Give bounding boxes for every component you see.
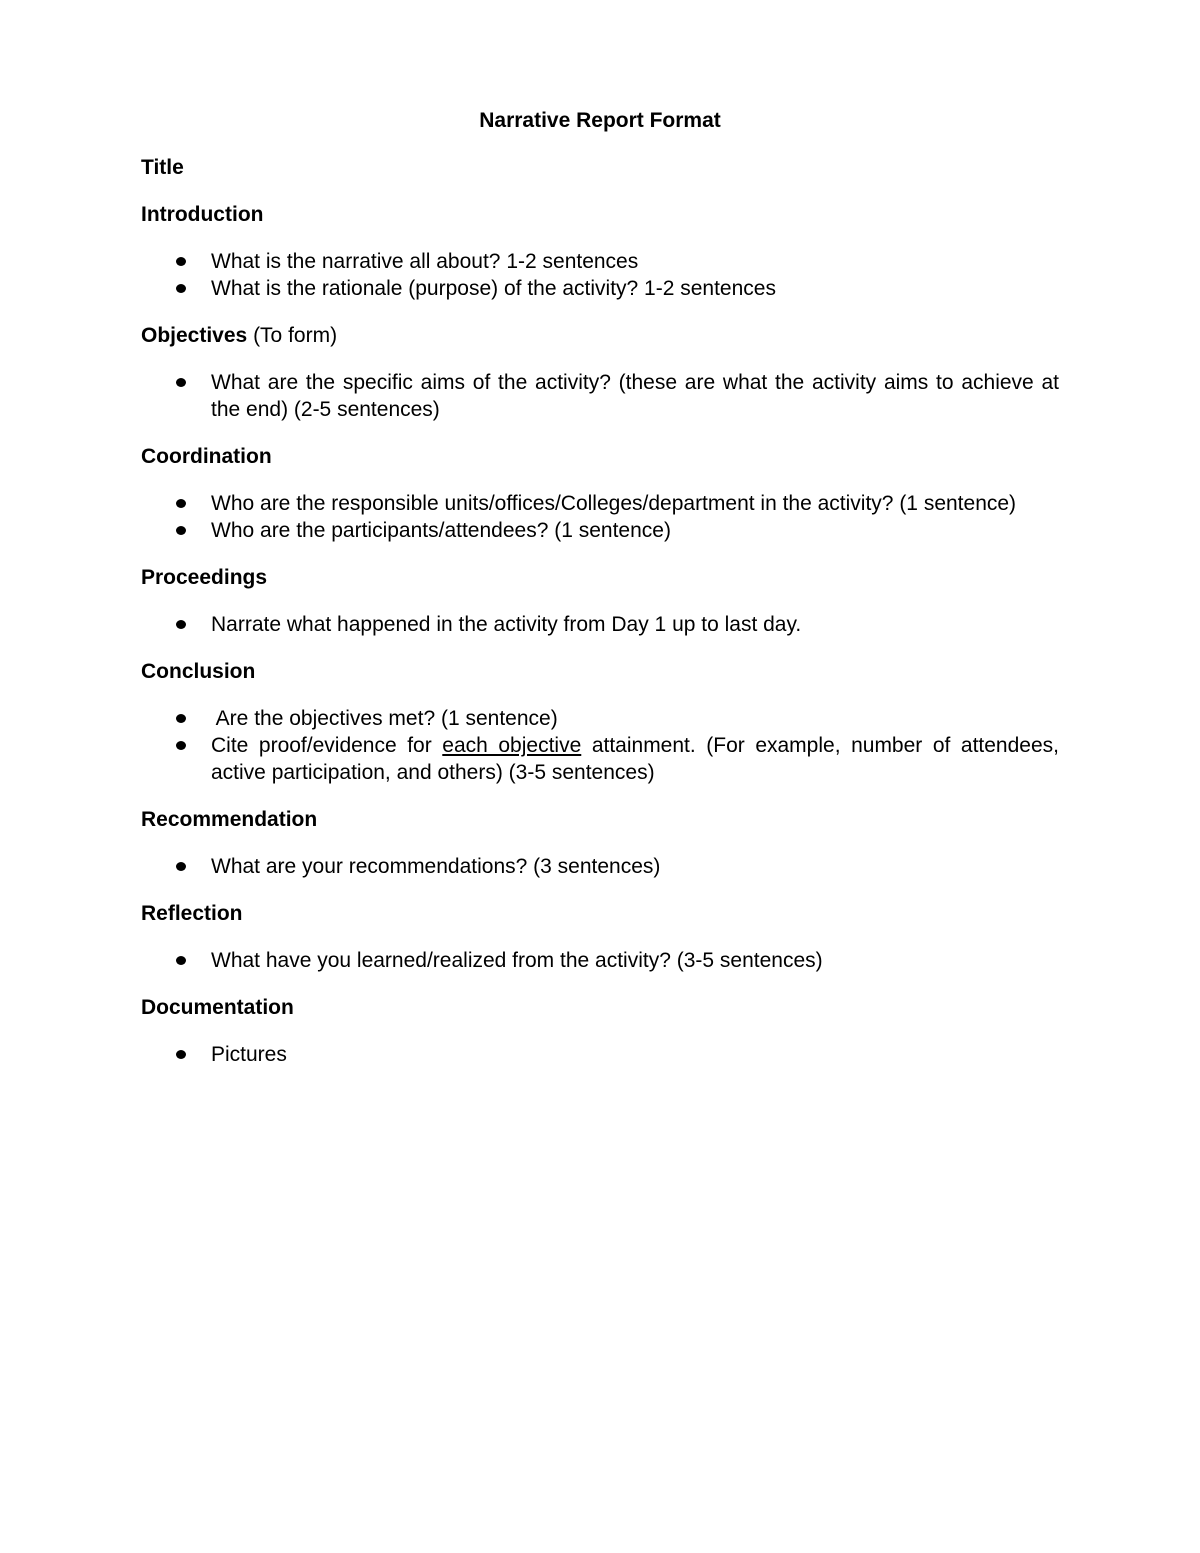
bullet-icon xyxy=(176,620,186,629)
bullet-icon xyxy=(176,499,186,508)
section-heading: Objectives xyxy=(141,324,248,347)
section-objectives xyxy=(141,322,1059,423)
list-item xyxy=(141,369,1059,423)
section-title xyxy=(141,154,1059,181)
bullet-list xyxy=(141,705,1059,786)
list-item-text: Are the objectives met? (1 sentence) xyxy=(211,707,558,730)
list-item-text: What is the narrative all about? 1-2 sentences xyxy=(211,250,639,273)
bullet-icon xyxy=(176,956,186,965)
list-item-text: Who are the participants/attendees? (1 sentence) xyxy=(211,519,671,542)
bullet-icon xyxy=(176,257,186,266)
list-item-text: Pictures xyxy=(211,1043,287,1066)
section-heading-row xyxy=(141,322,1059,349)
list-item xyxy=(141,611,1059,638)
document-body xyxy=(141,154,1059,1088)
bullet-list xyxy=(141,611,1059,638)
list-item xyxy=(141,732,1059,786)
bullet-list xyxy=(141,947,1059,974)
list-item xyxy=(141,490,1059,517)
list-item-text: What are the specific aims of the activity? (these are what the activity aims to achieve at the end) (2-5 sentences) xyxy=(211,371,1059,421)
cite-text-underlined: each objective xyxy=(442,734,582,757)
bullet-list xyxy=(141,1041,1059,1068)
bullet-icon xyxy=(176,714,186,723)
list-item xyxy=(141,947,1059,974)
bullet-icon xyxy=(176,1050,186,1059)
bullet-icon xyxy=(176,378,186,387)
section-heading: Documentation xyxy=(141,996,294,1019)
cite-text-before: Cite proof/evidence for xyxy=(211,734,443,757)
list-item xyxy=(141,248,1059,275)
section-heading: Conclusion xyxy=(141,660,256,683)
section-reflection xyxy=(141,900,1059,974)
list-item xyxy=(141,853,1059,880)
bullet-icon xyxy=(176,284,186,293)
list-item-text: Narrate what happened in the activity from Day 1 up to last day. xyxy=(211,613,802,636)
list-item xyxy=(141,705,1059,732)
list-item-text: What is the rationale (purpose) of the activity? 1-2 sentences xyxy=(211,277,776,300)
list-item xyxy=(141,1041,1059,1068)
document-title: Narrative Report Format xyxy=(479,109,721,132)
section-heading: Introduction xyxy=(141,203,264,226)
section-coordination xyxy=(141,443,1059,544)
section-recommendation xyxy=(141,806,1059,880)
bullet-list xyxy=(141,490,1059,544)
list-item-text: What are your recommendations? (3 sentences) xyxy=(211,855,661,878)
bullet-icon xyxy=(176,526,186,535)
bullet-icon xyxy=(176,741,186,750)
section-heading: Title xyxy=(141,156,184,179)
list-item-text: Who are the responsible units/offices/Colleges/department in the activity? (1 sentence) xyxy=(211,492,1017,515)
section-proceedings xyxy=(141,564,1059,638)
section-documentation xyxy=(141,994,1059,1068)
section-introduction xyxy=(141,201,1059,302)
list-item xyxy=(141,275,1059,302)
cite-text-after: attainment. (For example, number of attendees, active participation, and others) (3-5 sentences) xyxy=(211,734,1059,784)
bullet-list xyxy=(141,369,1059,423)
section-conclusion xyxy=(141,658,1059,786)
list-item xyxy=(141,517,1059,544)
bullet-icon xyxy=(176,862,186,871)
section-heading: Coordination xyxy=(141,445,272,468)
section-heading: Reflection xyxy=(141,902,243,925)
list-item-text: What have you learned/realized from the activity? (3-5 sentences) xyxy=(211,949,823,972)
bullet-list xyxy=(141,248,1059,302)
section-heading-note: (To form) xyxy=(247,324,338,347)
bullet-list xyxy=(141,853,1059,880)
section-heading: Recommendation xyxy=(141,808,318,831)
section-heading: Proceedings xyxy=(141,566,268,589)
